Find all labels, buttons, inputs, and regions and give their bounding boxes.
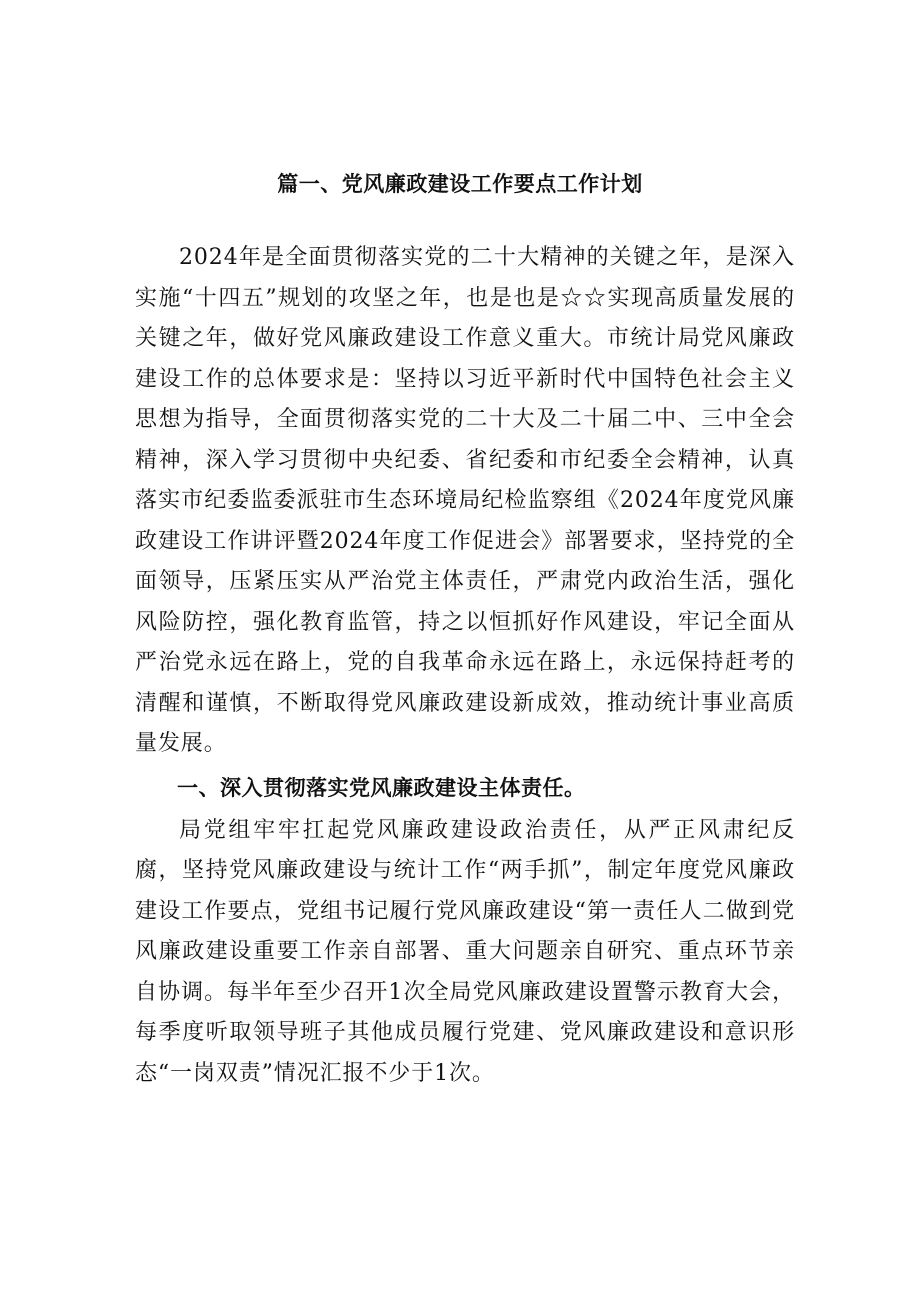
section-heading: 一、深入贯彻落实党风廉政建设主体责任。 xyxy=(177,775,586,800)
intro-paragraph: 2024年是全面贯彻落实党的二十大精神的关键之年，是深入实施“十四五”规划的攻坚之年，也是也是☆☆实现高质量发展的关键之年，做好党风廉政建设工作意义重大。市统计局党风廉政建设工作的总体要求是：坚持以习近平新时代中国特色社会主义思想为指导，全面贯彻落实党的二十大及二十届二中、三中全会精神，深入学习贯彻中央纪委、省纪委和市纪委全会精神，认真落实市纪委监委派驻市生态环境局纪检监察组《2024年度党风廉政建设工作讲评暨2024年度工作促进会》部署要求，坚持党的全面领导，压紧压实从严治党主体责任，严肃党内政治生活，强化风险防控，强化教育监管，持之以恒抓好作风建设，牢记全面从严治党永远在路上，党的自我革命永远在路上，永远保持赶考的清醒和谨慎，不断取得党风廉政建设新成效，推动统计事业高质量发展。 xyxy=(135,245,795,756)
document-title: 篇一、党风廉政建设工作要点工作计划 xyxy=(277,172,643,196)
document-body xyxy=(135,238,795,1094)
section-paragraph: 局党组牢牢扛起党风廉政建设政治责任，从严正风肃纪反腐，坚持党风廉政建设与统计工作“两手抓”，制定年度党风廉政建设工作要点，党组书记履行党风廉政建设“第一责任人二做到党风廉政建设重要工作亲自部署、重大问题亲自研究、重点环节亲自协调。每半年至少召开1次全局党风廉政建设置警示教育大会，每季度听取领导班子其他成员履行党建、党风廉政建设和意识形态“一岗双责”情况汇报不少于1次。 xyxy=(135,817,795,1086)
